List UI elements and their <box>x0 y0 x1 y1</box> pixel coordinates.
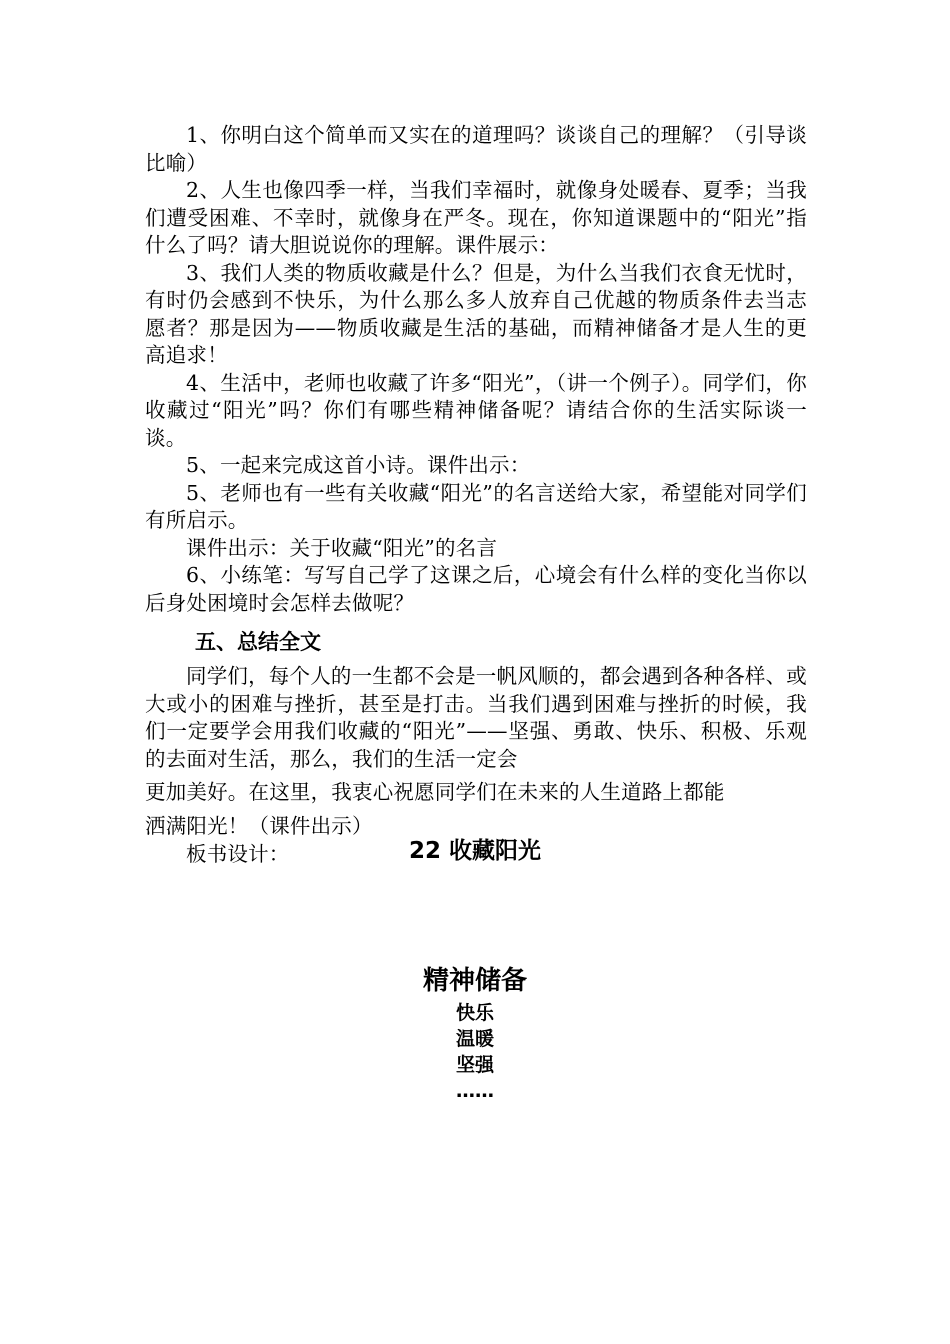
paragraph-6: 5、老师也有一些有关收藏“阳光”的名言送给大家，希望能对同学们有所启示。 <box>145 480 807 532</box>
document-body <box>145 122 807 869</box>
summary-paragraph <box>145 663 807 773</box>
paragraph-1: 1、你明白这个简单而又实在的道理吗？谈谈自己的理解？（引导谈比喻） <box>145 123 807 175</box>
paragraph-8: 6、小练笔：写写自己学了这课之后，心境会有什么样的变化当你以后身处困境时会怎样去做呢？ <box>145 563 807 615</box>
board-list <box>0 1000 950 1104</box>
section-title: 五、总结全文 <box>195 630 321 654</box>
paragraph-2: 2、人生也像四季一样，当我们幸福时，就像身处暖春、夏季；当我们遭受困难、不幸时，就像身在严冬。现在，你知道课题中的“阳光”指什么了吗？请大胆说说你的理解。课件展示： <box>145 178 807 257</box>
board-label: 板书设计： <box>186 842 290 866</box>
board-title: 22 收藏阳光 <box>408 838 541 864</box>
board-item: 坚强 <box>455 1054 494 1076</box>
board-item: 温暖 <box>455 1028 494 1050</box>
summary-tail-2: 洒满阳光！（课件出示） <box>145 814 373 838</box>
board-item: …… <box>456 1080 494 1102</box>
board-main-heading: 精神储备 <box>422 966 527 996</box>
paragraph-3: 3、我们人类的物质收藏是什么？但是，为什么当我们衣食无忧时，有时仍会感到不快乐，为什么那么多人放弃自己优越的物质条件去当志愿者？那是因为——物质收藏是生活的基础，而精神储备才是人生的更高追求！ <box>145 260 807 367</box>
paragraph-5: 5、一起来完成这首小诗。课件出示： <box>186 453 531 477</box>
paragraph-4: 4、生活中，老师也收藏了许多“阳光”，（讲一个例子）。同学们，你收藏过“阳光”吗？你们有哪些精神储备呢？请结合你的生活实际谈一谈。 <box>145 370 807 450</box>
summary-main: 同学们，每个人的一生都不会是一帆风顺的，都会遇到各种各样、或大或小的困难与挫折，甚至是打击。当我们遇到困难与挫折的时候，我们一定要学会用我们收藏的“阳光”——坚强、勇敢、快乐、积极、乐观的去面对生活，那么，我们的生活一定会 <box>145 664 807 771</box>
paragraph-7: 课件出示：关于收藏“阳光”的名言 <box>186 535 498 560</box>
board-item: 快乐 <box>455 1002 494 1024</box>
summary-tail-1: 更加美好。在这里，我衷心祝愿同学们在未来的人生道路上都能 <box>145 780 725 804</box>
